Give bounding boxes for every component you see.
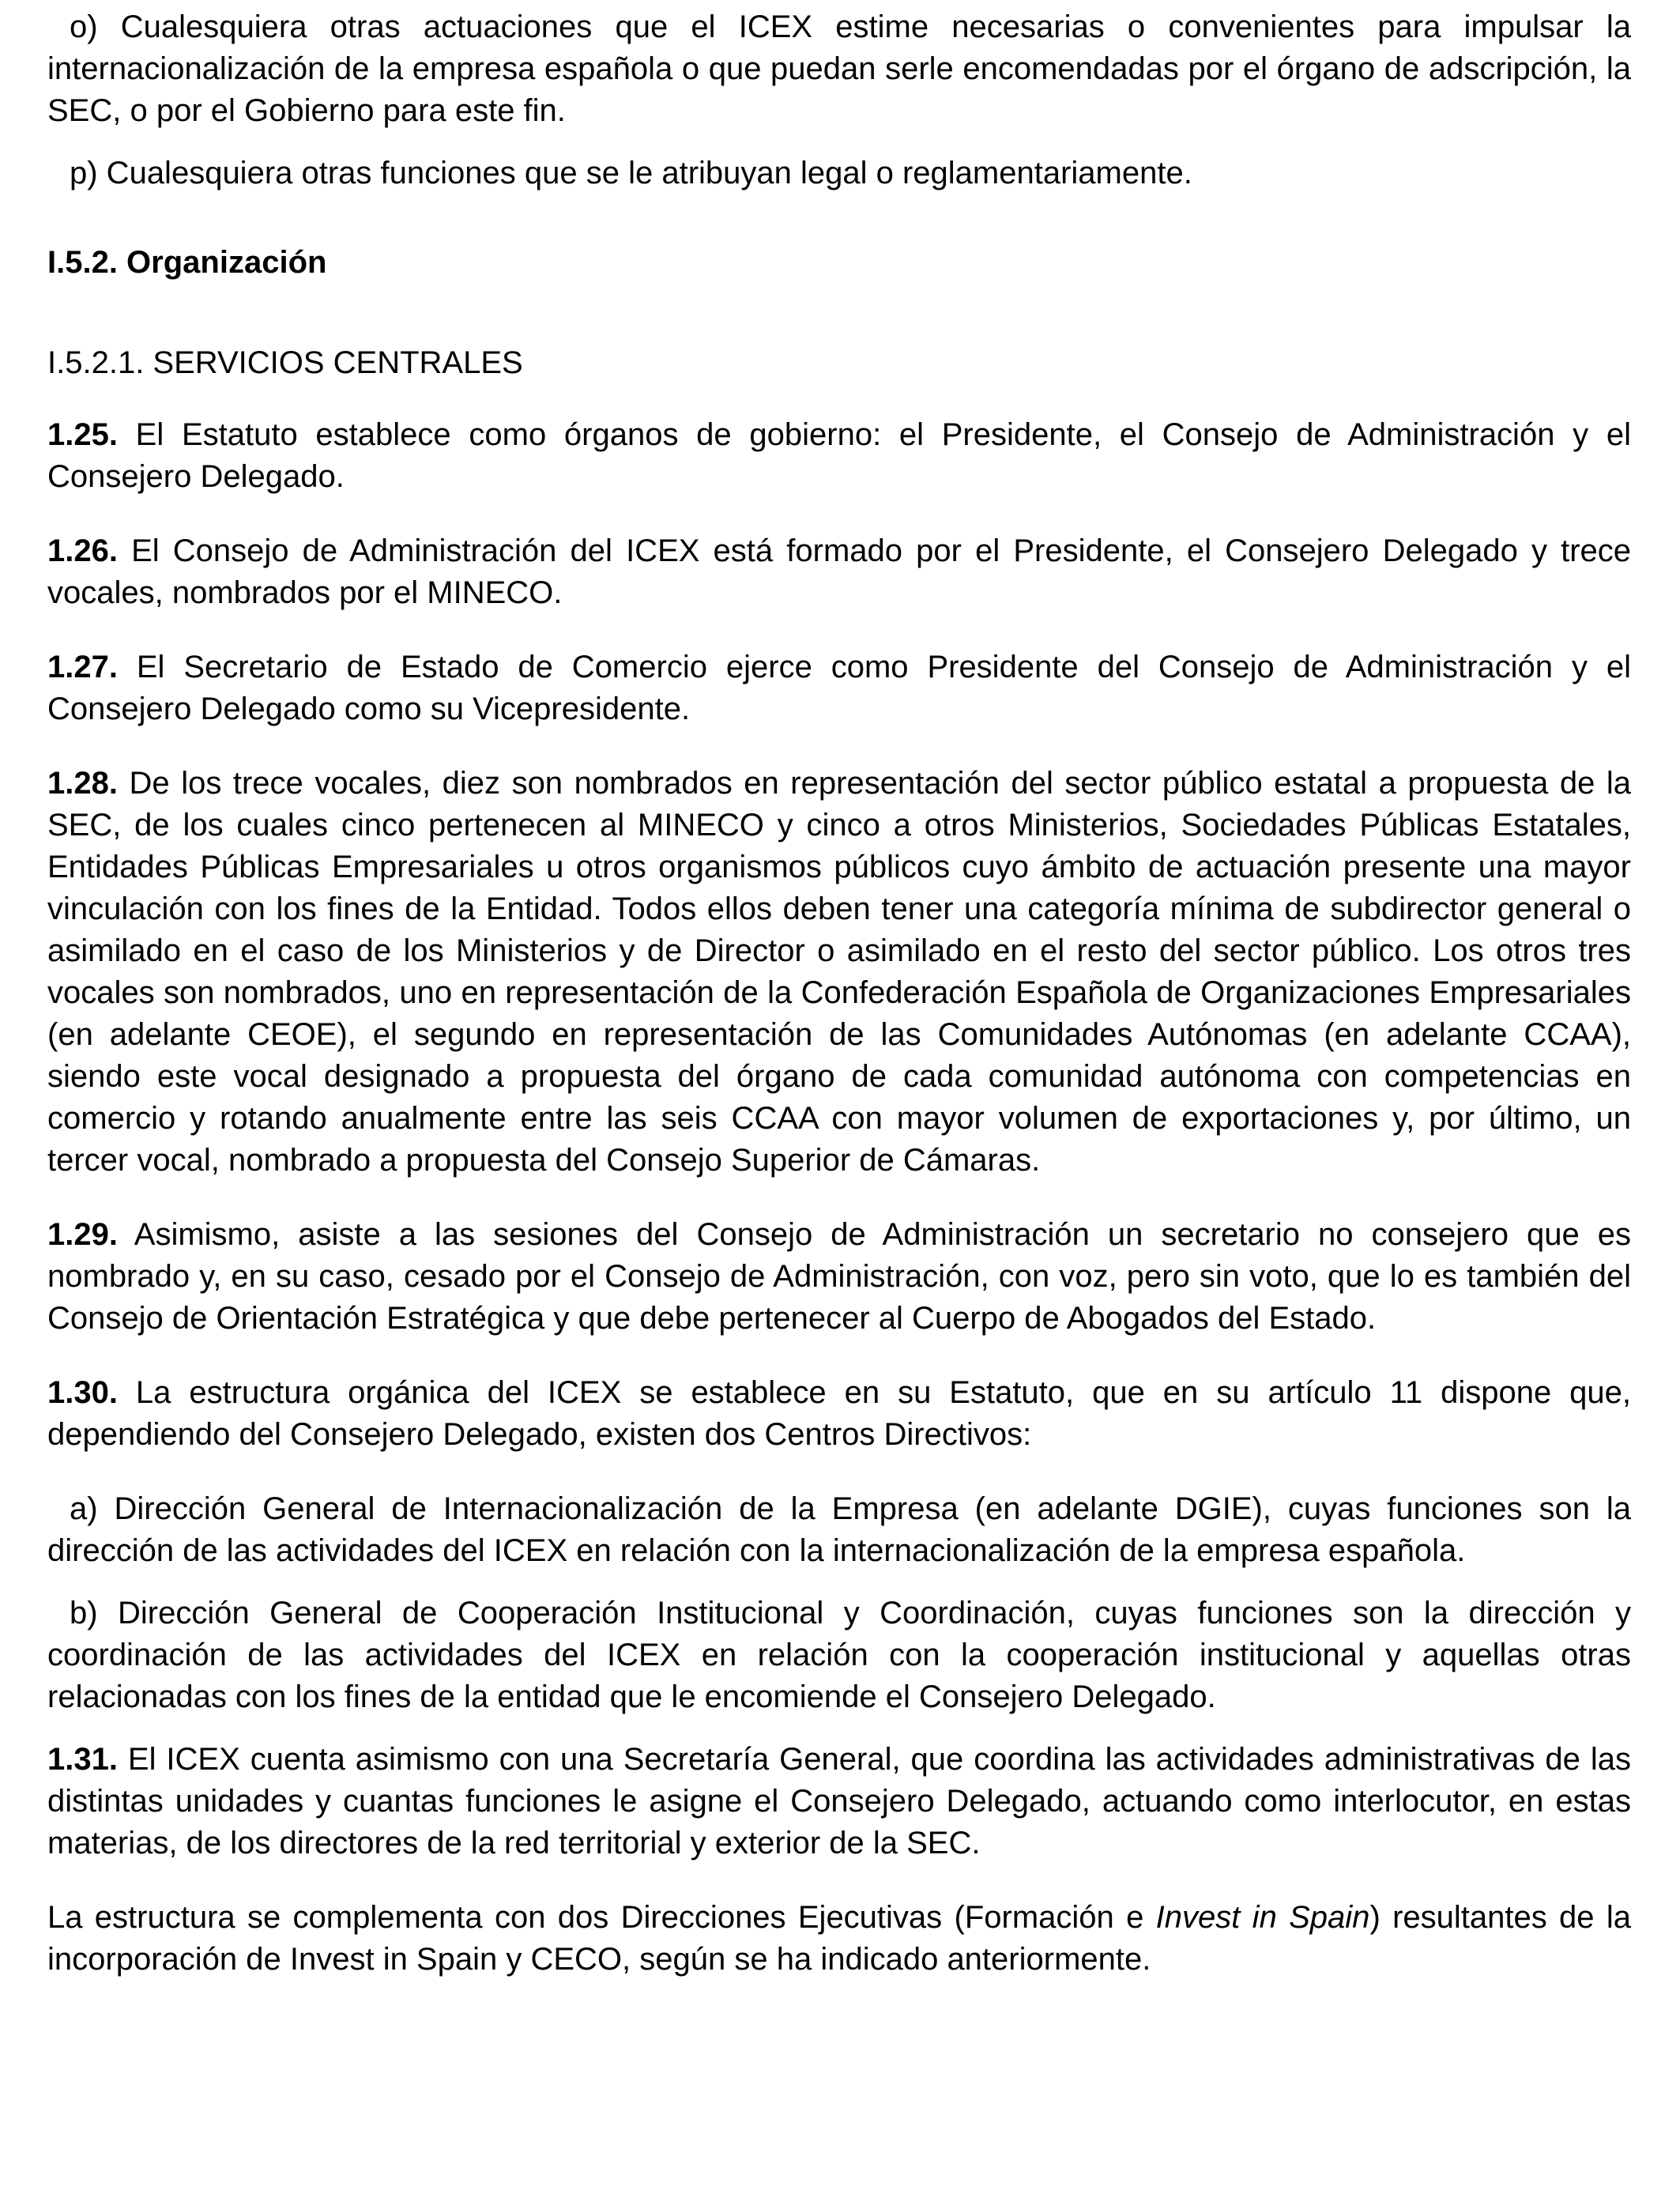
- paragraph-1-30: [47, 1372, 1631, 1456]
- subsection-heading: I.5.2.1. SERVICIOS CENTRALES: [47, 345, 523, 380]
- paragraph-1-29: [47, 1214, 1631, 1340]
- paragraph-number: 1.31.: [47, 1742, 118, 1777]
- list-item-o: o) Cualesquiera otras actuaciones que el ICEX estime necesarias o convenientes para impulsar la internacionalización de la empresa española o que puedan serle encomendadas por el órgano de adscripción, la SEC, o por el Gobierno para este fin.: [47, 9, 1631, 128]
- paragraph-text-after: ) resultantes de la incorporación de Invest in Spain y CECO, según se ha indicado anteriormente.: [47, 1900, 1631, 1977]
- paragraph-text: De los trece vocales, diez son nombrados en representación del sector público estatal a propuesta de la SEC, de los cuales cinco pertenecen al MINECO y cinco a otros Ministerios, Sociedades Públicas Estatales, Entidades Públicas Empresariales u otros organismos públicos cuyo ámbito de actuación presente una mayor vinculación con los fines de la Entidad. Todos ellos deben tener una categoría mínima de subdirector general o asimilado en el caso de los Ministerios y de Director o asimilado en el resto del sector público. Los otros tres vocales son nombrados, uno en representación de la Confederación Española de Organizaciones Empresariales (en adelante CEOE), el segundo en representación de las Comunidades Autónomas (en adelante CCAA), siendo este vocal designado a propuesta del órgano de cada comunidad autónoma con competencias en comercio y rotando anualmente entre las seis CCAA con mayor volumen de exportaciones y, por último, un tercer vocal, nombrado a propuesta del Consejo Superior de Cámaras.: [47, 766, 1631, 1178]
- paragraph-number: 1.27.: [47, 650, 118, 684]
- paragraph-1-31: [47, 1739, 1631, 1864]
- paragraph-text: El Secretario de Estado de Comercio ejerce como Presidente del Consejo de Administración y el Consejero Delegado como su Vicepresidente.: [47, 650, 1631, 726]
- paragraph-text: El Estatuto establece como órganos de gobierno: el Presidente, el Consejo de Administración y el Consejero Delegado.: [47, 417, 1631, 494]
- list-item-a: a) Dirección General de Internacionalización de la Empresa (en adelante DGIE), cuyas funciones son la dirección de las actividades del ICEX en relación con la internacionalización de la empresa española.: [47, 1491, 1631, 1568]
- paragraph-1-25: [47, 414, 1631, 498]
- paragraph-1-26: [47, 530, 1631, 614]
- paragraph-number: 1.26.: [47, 533, 118, 568]
- paragraph-number: 1.30.: [47, 1375, 118, 1410]
- paragraph-final: [47, 1897, 1631, 1981]
- paragraph-text: El Consejo de Administración del ICEX está formado por el Presidente, el Consejero Delegado y trece vocales, nombrados por el MINECO.: [47, 533, 1631, 610]
- paragraph-text: La estructura orgánica del ICEX se establece en su Estatuto, que en su artículo 11 dispone que, dependiendo del Consejero Delegado, existen dos Centros Directivos:: [47, 1375, 1631, 1452]
- list-item-b: b) Dirección General de Cooperación Institucional y Coordinación, cuyas funciones son la dirección y coordinación de las actividades del ICEX en relación con la cooperación institucional y aquellas otras relacionadas con los fines de la entidad que le encomiende el Consejero Delegado.: [47, 1596, 1631, 1714]
- paragraph-1-28: [47, 763, 1631, 1182]
- paragraph-text-before: La estructura se complementa con dos Direcciones Ejecutivas (Formación e: [47, 1900, 1156, 1935]
- list-item-p: p) Cualesquiera otras funciones que se le atribuyan legal o reglamentariamente.: [70, 156, 1192, 190]
- paragraph-text-italic: Invest in Spain: [1155, 1900, 1370, 1935]
- paragraph-number: 1.25.: [47, 417, 118, 452]
- paragraph-text: Asimismo, asiste a las sesiones del Consejo de Administración un secretario no consejero que es nombrado y, en su caso, cesado por el Consejo de Administración, con voz, pero sin voto, que lo es también del Consejo de Orientación Estratégica y que debe pertenecer al Cuerpo de Abogados del Estado.: [47, 1217, 1631, 1336]
- paragraph-number: 1.29.: [47, 1217, 118, 1252]
- paragraph-number: 1.28.: [47, 766, 118, 801]
- paragraph-1-27: [47, 647, 1631, 730]
- section-heading: I.5.2. Organización: [47, 245, 327, 280]
- paragraph-text: El ICEX cuenta asimismo con una Secretaría General, que coordina las actividades administrativas de las distintas unidades y cuantas funciones le asigne el Consejero Delegado, actuando como interlocutor, en estas materias, de los directores de la red territorial y exterior de la SEC.: [47, 1742, 1631, 1860]
